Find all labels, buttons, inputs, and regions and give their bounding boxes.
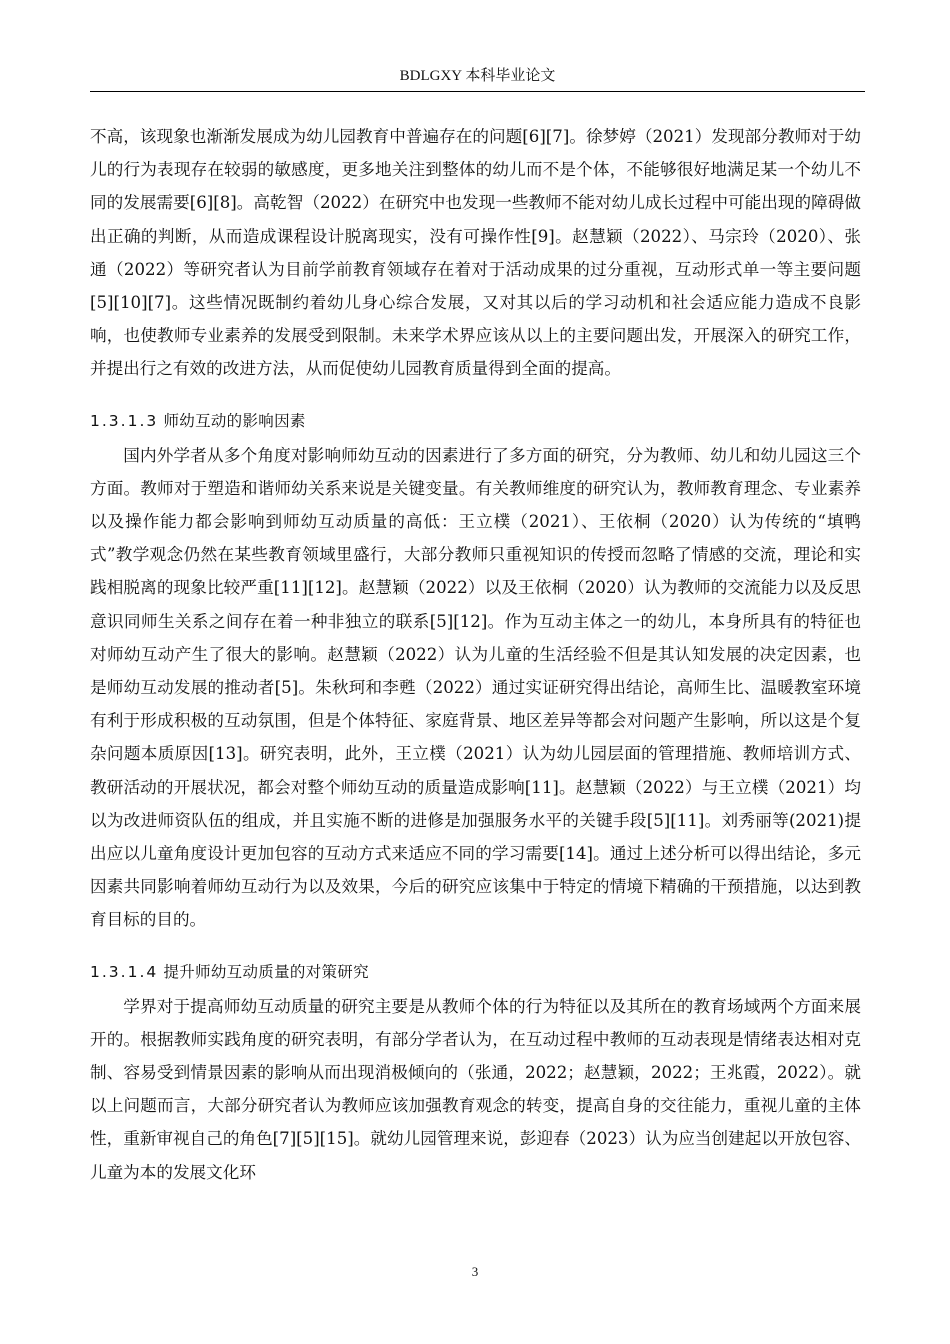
page-number: 3 [471, 1264, 479, 1279]
header-rule [90, 91, 865, 92]
section-heading-influencing-factors [90, 411, 861, 431]
paragraph-countermeasures: 学界对于提高师幼互动质量的研究主要是从教师个体的行为特征以及其所在的教育场域两个方面来展开的。根据教师实践角度的研究表明，有部分学者认为，在互动过程中教师的互动表现是情绪表达相对克制、容易受到情景因素的影响从而出现消极倾向的（张通，2022；赵慧颖，2022；王兆霞，2022）。就以上问题而言，大部分研究者认为教师应该加强教育观念的转变，提高自身的交往能力，重视儿童的主体性，重新审视自己的角色[7][5][15]。就幼儿园管理来说，彭迎春（2023）认为应当创建起以开放包容、儿童为本的发展文化环 [90, 996, 861, 1182]
running-header: BDLGXY 本科毕业论文 [399, 68, 556, 84]
section-title: 师幼互动的影响因素 [163, 411, 306, 430]
section-heading-countermeasures [90, 962, 861, 982]
section-title: 提升师幼互动质量的对策研究 [163, 962, 369, 981]
paragraph-influencing-factors: 国内外学者从多个角度对影响师幼互动的因素进行了多方面的研究，分为教师、幼儿和幼儿园这三个方面。教师对于塑造和谐师幼关系来说是关键变量。有关教师维度的研究认为，教师教育理念、专业素养以及操作能力都会影响到师幼互动质量的高低：王立樸（2021）、王依桐（2020）认为传统的“填鸭式”教学观念仍然在某些教育领域里盛行，大部分教师只重视知识的传授而忽略了情感的交流，理论和实践相脱离的现象比较严重[11][12]。赵慧颖（2022）以及王依桐（2020）认为教师的交流能力以及反思意识同师生关系之间存在着一种非独立的联系[5][12]。作为互动主体之一的幼儿，本身所具有的特征也对师幼互动产生了很大的影响。赵慧颖（2022）认为儿童的生活经验不但是其认知发展的决定因素，也是师幼互动发展的推动者[5]。朱秋珂和李甦（2022）通过实证研究得出结论，高师生比、温暖教室环境有利于形成积极的互动氛围，但是个体特征、家庭背景、地区差异等都会对问题产生影响，所以这是个复杂问题本质原因[13]。研究表明，此外，王立樸（2021）认为幼儿园层面的管理措施、教师培训方式、教研活动的开展状况，都会对整个师幼互动的质量造成影响[11]。赵慧颖（2022）与王立樸（2021）均以为改进师资队伍的组成，并且实施不断的进修是加强服务水平的关键手段[5][11]。刘秀丽等(2021)提出应以儿童角度设计更加包容的互动方式来适应不同的学习需要[14]。通过上述分析可以得出结论，多元因素共同影响着师幼互动行为以及效果，今后的研究应该集中于特定的情境下精确的干预措施，以达到教育目标的目的。 [90, 445, 861, 930]
body-text [90, 120, 861, 1189]
section-number: 1.3.1.3 [90, 411, 159, 430]
section-number: 1.3.1.4 [90, 962, 159, 981]
paragraph-continuation: 不高，该现象也渐渐发展成为幼儿园教育中普遍存在的问题[6][7]。徐梦婷（2021）发现部分教师对于幼儿的行为表现存在较弱的敏感度，更多地关注到整体的幼儿而不是个体，不能够很好地满足某一个幼儿不同的发展需要[6][8]。高乾智（2022）在研究中也发现一些教师不能对幼儿成长过程中可能出现的障碍做出正确的判断，从而造成课程设计脱离现实，没有可操作性[9]。赵慧颖（2022）、马宗玲（2020）、张通（2022）等研究者认为目前学前教育领域存在着对于活动成果的过分重视，互动形式单一等主要问题[5][10][7]。这些情况既制约着幼儿身心综合发展，又对其以后的学习动机和社会适应能力造成不良影响，也使教师专业素养的发展受到限制。未来学术界应该从以上的主要问题出发，开展深入的研究工作，并提出行之有效的改进方法，从而促使幼儿园教育质量得到全面的提高。 [90, 127, 861, 379]
